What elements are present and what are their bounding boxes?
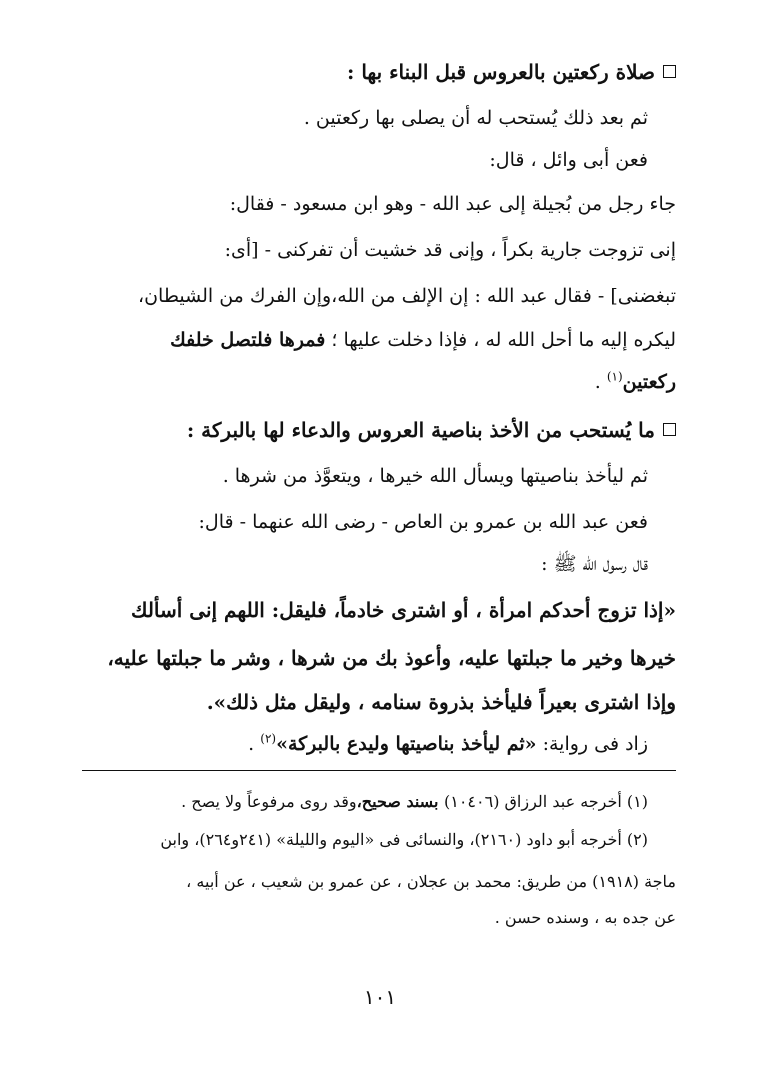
hadith-text-line [170, 326, 676, 354]
hadith-text-line: إنى تزوجت جارية بكراً ، وإنى قد خشيت أن تفركنى - [أى: [224, 239, 676, 261]
section-heading-prayer [347, 58, 676, 86]
checkbox-square-icon [663, 65, 676, 78]
section-heading-forelock [187, 416, 676, 444]
footnote-ref: (٢) [260, 731, 277, 746]
hadith-text-line: جاء رجل من بُجيلة إلى عبد الله - وهو ابن مسعود - فقال: [229, 193, 676, 215]
text-bold: بسند صحيح، [356, 792, 444, 811]
hadith-bold-line: «إذا تزوج أحدكم امرأة ، أو اشترى خادماً، فليقل: اللهم إنى أسألك [130, 598, 676, 622]
footnote-1 [181, 790, 648, 814]
paragraph-intro: ثم بعد ذلك يُستحب له أن يصلى بها ركعتين . [303, 107, 648, 129]
hadith-bold-line: خيرها وخير ما جبلتها عليه، وأعوذ بك من شرها ، وشر ما جبلتها عليه، [107, 646, 676, 670]
text-bold: فمرها فلتصل خلفك [170, 329, 326, 351]
prophet-line: قال رسول الله ﷺ : [541, 553, 648, 575]
heading-text: صلاة ركعتين بالعروس قبل البناء بها : [346, 60, 655, 84]
text-plain: . [248, 733, 261, 755]
text-plain: ليكره إليه ما أحل الله له ، فإذا دخلت عليها ؛ [331, 329, 676, 351]
footnote-2-line: عن جده به ، وسنده حسن . [494, 908, 676, 927]
narrator-line: فعن أبى وائل ، قال: [489, 149, 648, 171]
hadith-text-line: تبغضنى] - فقال عبد الله : إن الإلف من الله،وإن الفرك من الشيطان، [137, 285, 676, 307]
text-bold: «ثم ليأخذ بناصيتها وليدع بالبركة» [276, 733, 537, 755]
hadith-bold-line: وإذا اشترى بعيراً فليأخذ بذروة سنامه ، وليقل مثل ذلك». [206, 690, 676, 714]
narrator-line: فعن عبد الله بن عمرو بن العاص - رضى الله عنهما - قال: [198, 511, 648, 533]
riwaya-line [248, 730, 648, 758]
page-number: ١٠١ [363, 985, 397, 1009]
text-plain: زاد فى رواية: [536, 733, 648, 755]
text-bold: ركعتين [622, 371, 676, 393]
checkbox-square-icon [663, 423, 676, 436]
text-plain: وقد روى مرفوعاً ولا يصح . [181, 792, 357, 811]
heading-text: ما يُستحب من الأخذ بناصية العروس والدعاء لها بالبركة : [186, 418, 655, 442]
footnote-2-line: (٢) أخرجه أبو داود (٢١٦٠)، والنسائى فى «اليوم والليلة» (٢٤١و٢٦٤)، وابن [160, 830, 648, 849]
text-plain: . [594, 371, 607, 393]
paragraph-intro: ثم ليأخذ بناصيتها ويسأل الله خيرها ، ويتعوَّذ من شرها . [222, 465, 648, 487]
footnote-ref: (١) [606, 369, 623, 384]
footnote-divider [82, 770, 676, 771]
footnote-2-line: ماجة (١٩١٨) من طريق: محمد بن عجلان ، عن عمرو بن شعيب ، عن أبيه ، [186, 872, 676, 891]
text-plain: (١) أخرجه عبد الرزاق (١٠٤٠٦) [443, 792, 648, 811]
hadith-text-line [595, 368, 676, 396]
